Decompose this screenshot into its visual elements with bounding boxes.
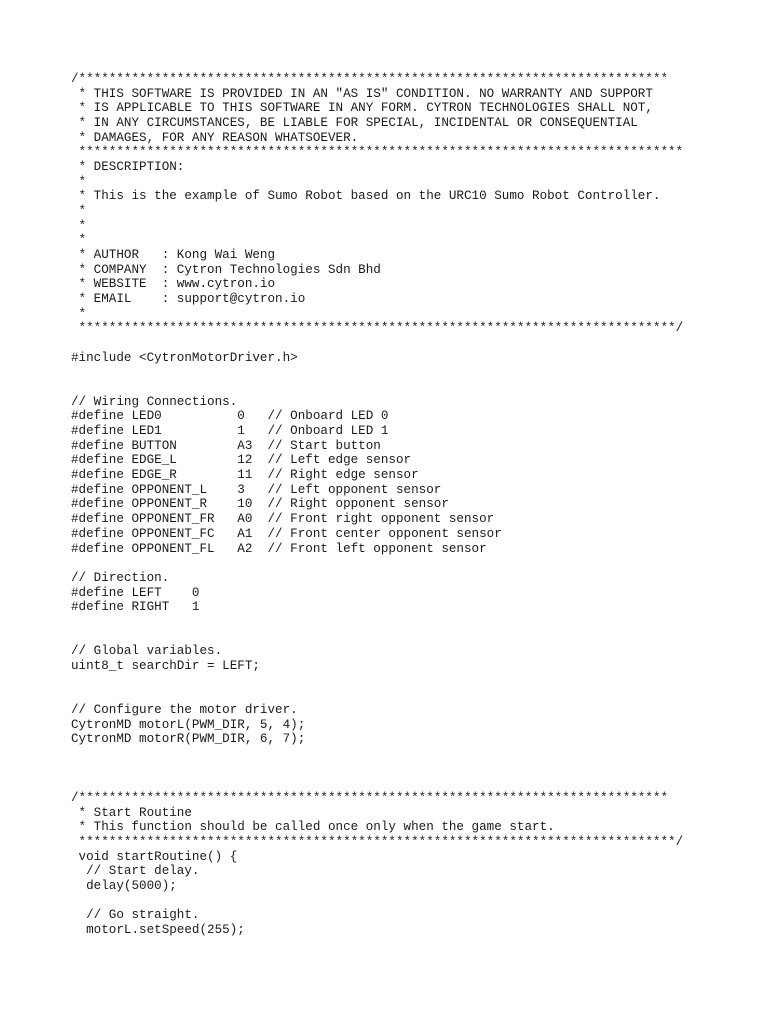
code-line: * DESCRIPTION: [71,160,185,175]
code-line: // Wiring Connections. [71,394,238,409]
code-line [71,336,683,351]
code-line: #define EDGE_R 11 // Right edge sensor [71,468,419,483]
code-line: * DAMAGES, FOR ANY REASON WHATSOEVER. [71,130,359,145]
code-line: * COMPANY : Cytron Technologies Sdn Bhd [71,262,381,277]
code-line: ******************************************************************************** [71,145,684,160]
code-line: * [71,204,87,219]
code-line: * THIS SOFTWARE IS PROVIDED IN AN "AS IS" CONDITION. NO WARRANTY AND SUPPORT [71,86,653,101]
code-line: #define LEFT 0 [71,585,200,600]
source-code-block [71,72,683,938]
code-line: // Go straight. [71,908,200,923]
code-line: #define BUTTON A3 // Start button [71,438,381,453]
code-line: #define LED0 0 // Onboard LED 0 [71,409,389,424]
code-line: #define OPPONENT_R 10 // Right opponent sensor [71,497,449,512]
code-line: // Direction. [71,570,170,585]
code-line: #define OPPONENT_FL A2 // Front left opponent sensor [71,541,487,556]
code-line: // Global variables. [71,644,223,659]
code-line: #define LED1 1 // Onboard LED 1 [71,424,389,439]
code-line [71,556,683,571]
code-line: * [71,218,87,233]
code-line: * [71,233,87,248]
code-line: #define OPPONENT_FR A0 // Front right opponent sensor [71,512,495,527]
code-line: /****************************************************************************** [71,790,669,805]
code-line [71,615,683,630]
code-line [71,688,683,703]
code-line: * IN ANY CIRCUMSTANCES, BE LIABLE FOR SPECIAL, INCIDENTAL OR CONSEQUENTIAL [71,116,638,131]
code-line [71,674,683,689]
code-line: motorL.setSpeed(255); [71,922,245,937]
code-line: void startRoutine() { [71,849,238,864]
code-line: delay(5000); [71,878,177,893]
code-line: *******************************************************************************/ [71,321,684,336]
code-line: * This function should be called once only when the game start. [71,820,555,835]
code-line [71,894,683,909]
code-line: * [71,306,87,321]
code-line: * IS APPLICABLE TO THIS SOFTWARE IN ANY FORM. CYTRON TECHNOLOGIES SHALL NOT, [71,101,653,116]
code-line: *******************************************************************************/ [71,834,684,849]
code-line [71,380,683,395]
code-line [71,630,683,645]
code-line: * This is the example of Sumo Robot based on the URC10 Sumo Robot Controller. [71,189,661,204]
code-line: // Start delay. [71,864,200,879]
code-line: #define OPPONENT_L 3 // Left opponent sensor [71,482,442,497]
code-line: * [71,174,87,189]
code-line: // Configure the motor driver. [71,702,298,717]
code-line: #define OPPONENT_FC A1 // Front center opponent sensor [71,526,502,541]
code-line [71,776,683,791]
code-line [71,365,683,380]
code-line: uint8_t searchDir = LEFT; [71,658,260,673]
code-line: * Start Routine [71,805,192,820]
code-line: CytronMD motorL(PWM_DIR, 5, 4); [71,717,306,732]
code-line: #include <CytronMotorDriver.h> [71,350,298,365]
code-line: #define EDGE_L 12 // Left edge sensor [71,453,412,468]
code-line: /****************************************************************************** [71,72,669,86]
code-line: * AUTHOR : Kong Wai Weng [71,248,276,263]
code-line: * WEBSITE : www.cytron.io [71,277,276,292]
code-line: CytronMD motorR(PWM_DIR, 6, 7); [71,732,306,747]
code-line: * EMAIL : support@cytron.io [71,292,306,307]
code-line [71,762,683,777]
code-line: #define RIGHT 1 [71,600,200,615]
code-line [71,747,683,762]
